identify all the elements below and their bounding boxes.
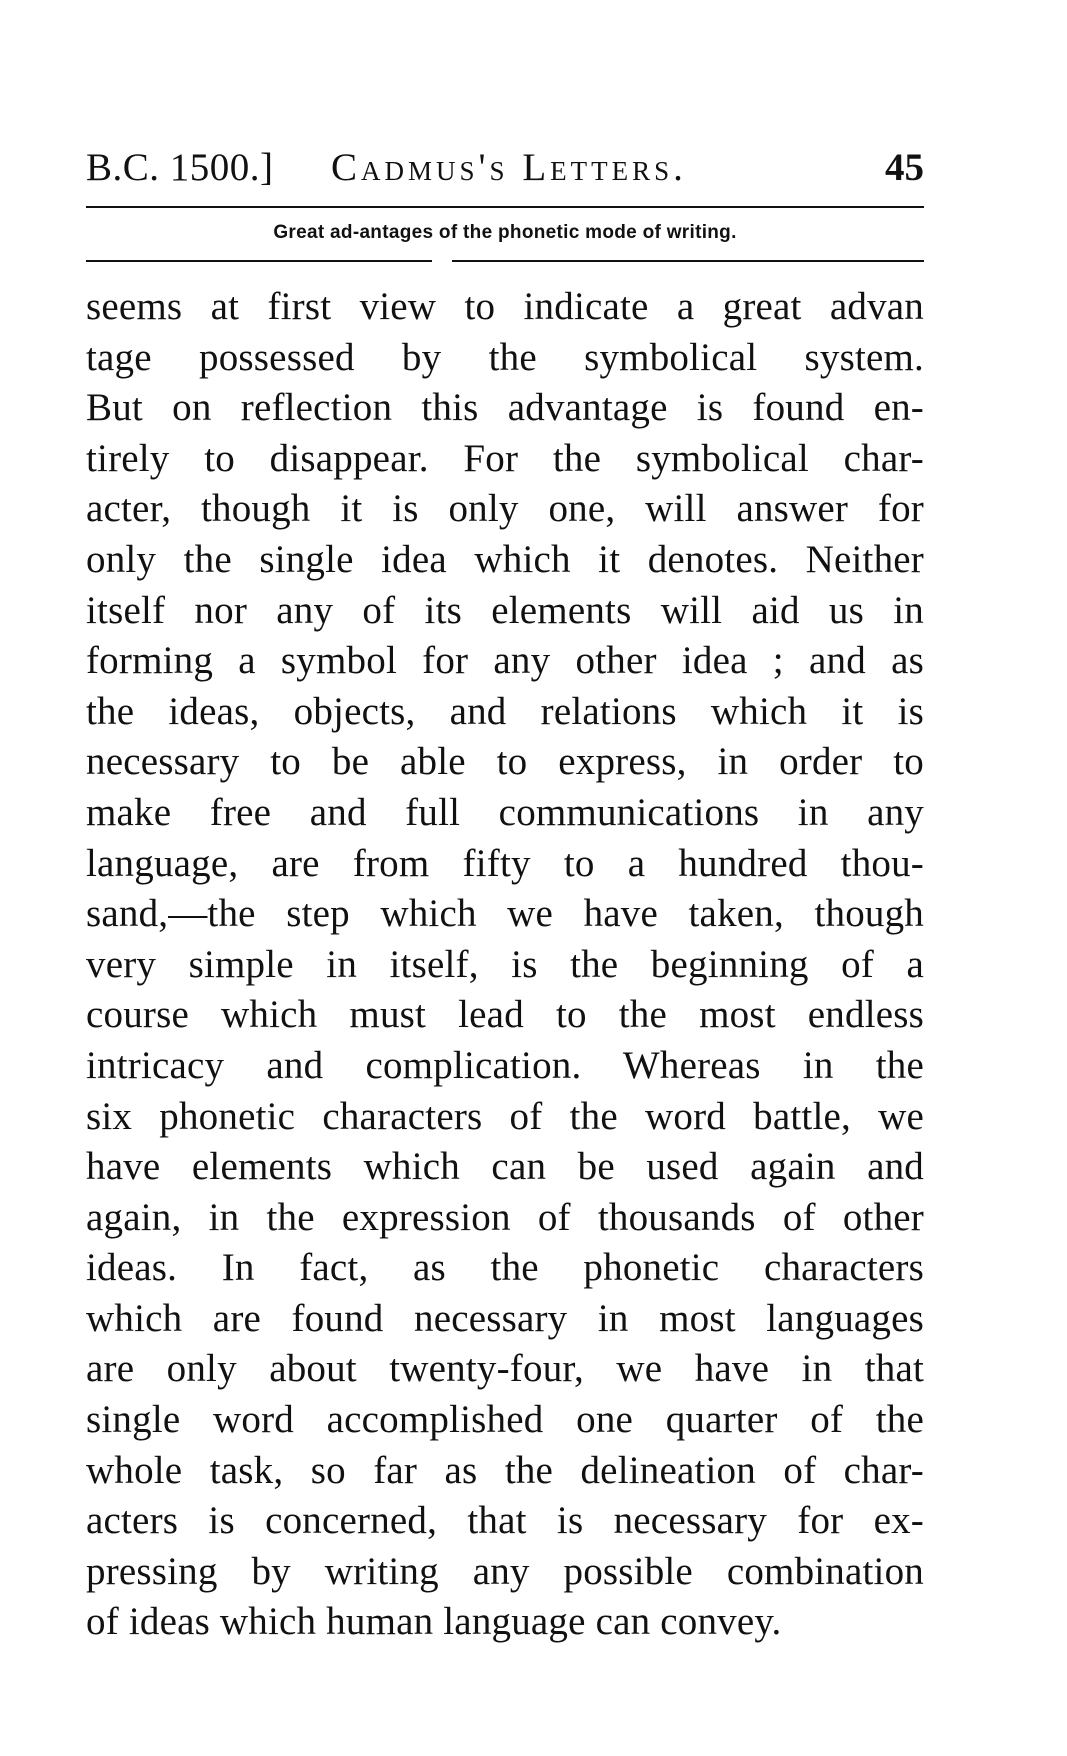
- subtitle-rule-right: [452, 260, 924, 262]
- body-line: pressing by writing any possible combination: [86, 1549, 924, 1593]
- body-line: seems at first view to indicate a great advan: [86, 285, 924, 328]
- body-line: intricacy and complication. Whereas in the: [86, 1043, 924, 1087]
- body-line: single word accomplished one quarter of the: [86, 1398, 924, 1442]
- body-line: only the single idea which it denotes. Neither: [86, 537, 924, 581]
- body-line: very simple in itself, is the beginning of a: [86, 942, 924, 986]
- subtitle-rule-left: [86, 260, 432, 262]
- body-line: again, in the expression of thousands of other: [86, 1195, 924, 1239]
- body-line: itself nor any of its elements will aid us in: [86, 588, 924, 632]
- body-line: tage possessed by the symbolical system.: [86, 335, 924, 379]
- body-text: [86, 282, 924, 1648]
- body-line: six phonetic characters of the word battle, we: [86, 1094, 924, 1138]
- body-line: acter, though it is only one, will answer for: [86, 487, 924, 531]
- body-line: which are found necessary in most languages: [86, 1296, 924, 1340]
- running-head-date: B.C. 1500.]: [86, 146, 274, 189]
- body-line: make free and full communications in any: [86, 790, 924, 834]
- body-line: But on reflection this advantage is found en-: [86, 386, 924, 430]
- body-line: tirely to disappear. For the symbolical char-: [86, 436, 924, 480]
- running-head-title: Cadmus's Letters.: [331, 146, 687, 189]
- body-line: have elements which can be used again and: [86, 1145, 924, 1189]
- body-line: sand,—the step which we have taken, though: [86, 892, 924, 936]
- section-subtitle: Great ad-antages of the phonetic mode of writing.: [273, 222, 737, 243]
- page-number: 45: [885, 146, 924, 189]
- body-line: whole task, so far as the delineation of char-: [86, 1448, 924, 1492]
- body-line: are only about twenty-four, we have in that: [86, 1347, 924, 1391]
- header-rule: [86, 206, 924, 208]
- body-line: acters is concerned, that is necessary for ex-: [86, 1499, 924, 1543]
- body-line: course which must lead to the most endless: [86, 993, 924, 1037]
- body-line: forming a symbol for any other idea ; and as: [86, 639, 924, 683]
- body-line: language, are from fifty to a hundred thou-: [86, 841, 924, 885]
- body-line: the ideas, objects, and relations which it is: [86, 689, 924, 733]
- body-line: ideas. In fact, as the phonetic characters: [86, 1246, 924, 1290]
- body-line: of ideas which human language can convey.: [86, 1600, 782, 1644]
- body-line: necessary to be able to express, in order to: [86, 740, 924, 784]
- running-head: [86, 140, 924, 196]
